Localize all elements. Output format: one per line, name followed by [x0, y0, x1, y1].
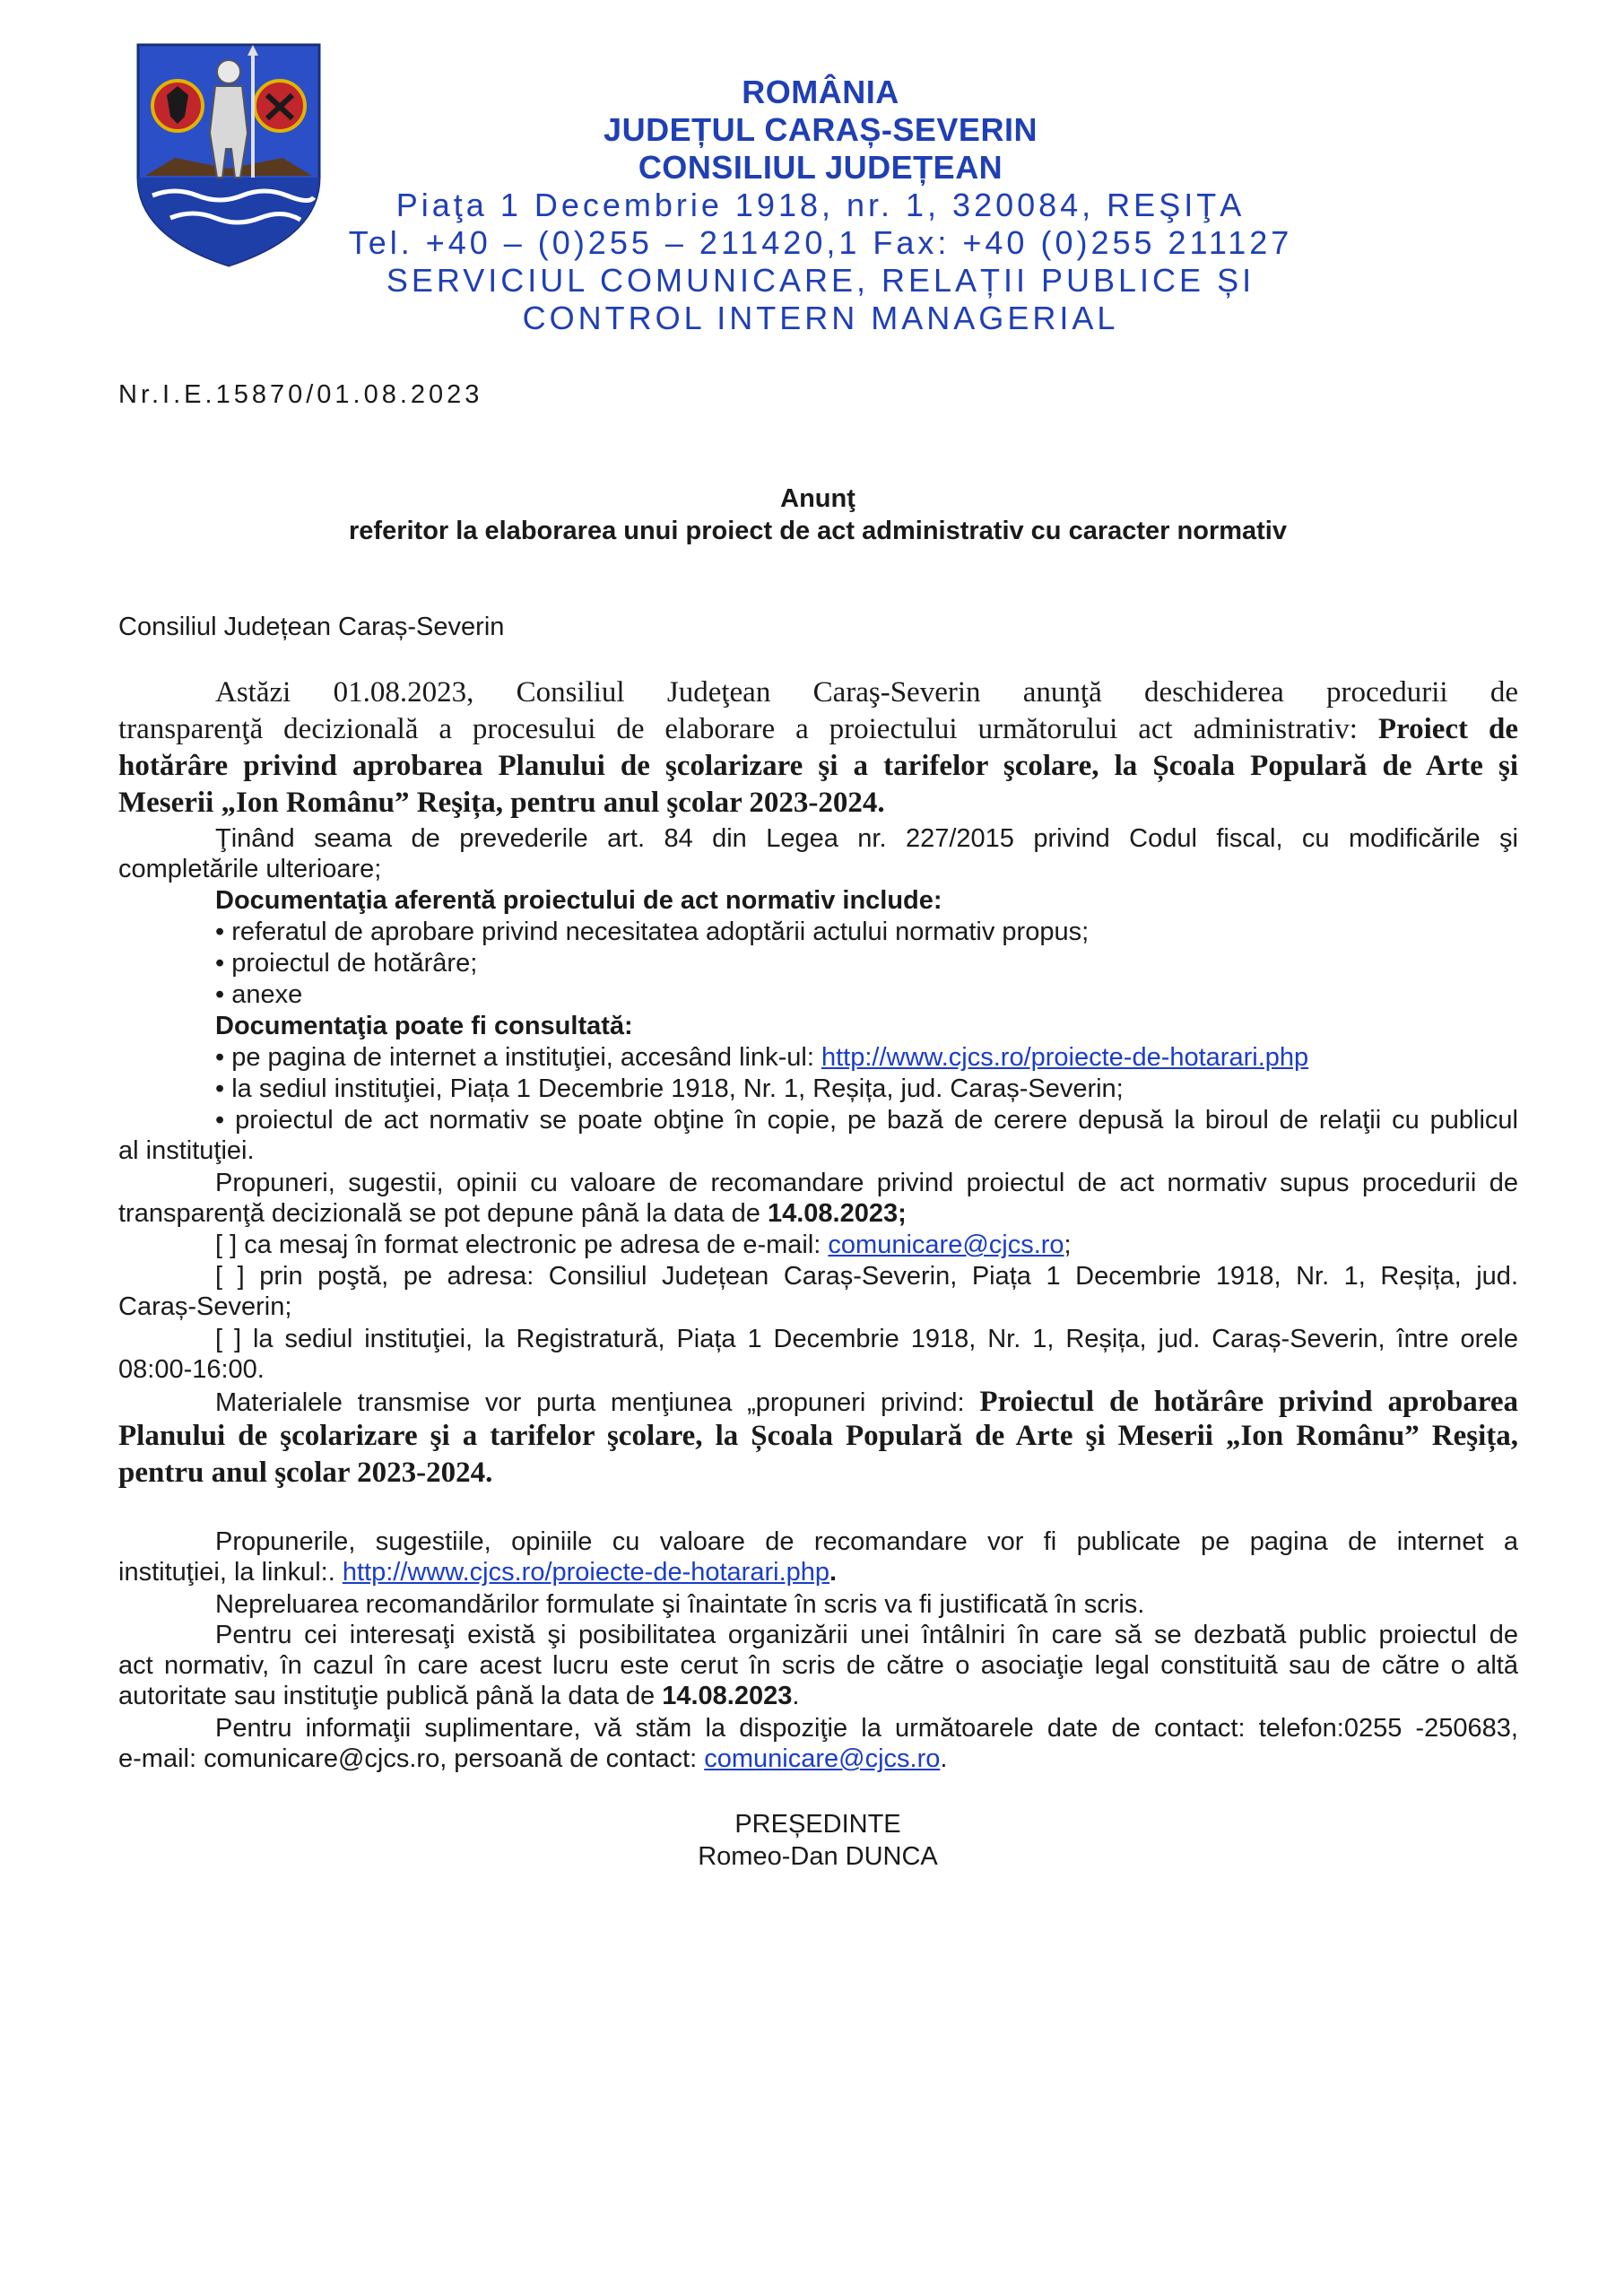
list-item: • la sediul instituţiei, Piața 1 Decembrie 1918, Nr. 1, Reșița, jud. Caraș-Severin;	[215, 1074, 1124, 1103]
intro-line: Meserii „Ion Românu” Reşița, pentru anul şcolar 2023-2024.	[118, 787, 885, 819]
body-line: Materialele transmise vor purta menţiunea „propuneri privind: Proiectul de hotărâre privind aprobarea	[215, 1386, 1518, 1418]
body-line: instituţiei, la linkul:. http://www.cjcs.ro/proiecte-de-hotarari.php.	[118, 1558, 838, 1587]
council-address: Piaţa 1 Decembrie 1918, nr. 1, 320084, REŞIŢA	[395, 187, 1246, 223]
body-line: al instituţiei.	[118, 1136, 255, 1165]
documentation-heading: Documentaţia aferentă proiectului de act normativ include:	[215, 886, 942, 915]
addressee: Consiliul Județean Caraș-Severin	[118, 613, 505, 641]
intro-line: transparenţă decizională a procesului de elaborare a proiectului următorului act administrativ: Proiect de	[118, 713, 1518, 745]
body-line: Planului de şcolarizare şi a tarifelor şcolare, la Școala Populară de Arte şi Meserii „Ion Românu” Reşița,	[118, 1420, 1518, 1452]
council-name: CONSILIUL JUDEȚEAN	[638, 149, 1003, 186]
signature-name: Romeo-Dan DUNCA	[698, 1842, 938, 1871]
body-line: e-mail: comunicare@cjcs.ro, persoană de contact: comunicare@cjcs.ro.	[118, 1744, 948, 1773]
signature-role: PREȘEDINTE	[734, 1810, 901, 1839]
list-item: • referatul de aprobare privind necesitatea adoptării actului normativ propus;	[215, 918, 1090, 946]
service-name-line1: SERVICIUL COMUNICARE, RELAȚII PUBLICE ȘI	[386, 262, 1255, 299]
county-name: JUDEȚUL CARAȘ-SEVERIN	[604, 111, 1038, 148]
body-line: Pentru informaţii suplimentare, vă stăm la dispoziţie la următoarele date de contact: telefon:0255 -250683,	[215, 1714, 1518, 1743]
option-line: [ ] la sediul instituţiei, la Registratură, Piața 1 Decembrie 1918, Nr. 1, Reșița, jud. Caraș-Severin, între orele	[215, 1325, 1518, 1353]
consultation-heading: Documentaţia poate fi consultată:	[215, 1012, 633, 1040]
body-line: completările ulterioare;	[118, 855, 382, 883]
body-line: Pentru cei interesaţi există şi posibilitatea organizării unei întâlniri în care să se dezbată public proiectul de	[215, 1621, 1518, 1649]
body-line: 08:00-16:00.	[118, 1355, 265, 1384]
intro-line: hotărâre privind aprobarea Planului de şcolarizare şi a tarifelor şcolare, la Școala Populară de Arte şi	[118, 750, 1518, 782]
body-line: Ţinând seama de prevederile art. 84 din Legea nr. 227/2015 privind Codul fiscal, cu modificările şi	[215, 824, 1518, 853]
option-line: [ ] prin poştă, pe adresa: Consiliul Județean Caraș-Severin, Piața 1 Decembrie 1918, Nr. 1, Reșița, jud.	[215, 1262, 1518, 1291]
body-line: Propuneri, sugestii, opinii cu valoare de recomandare privind proiectul de act normativ supus procedurii de	[215, 1169, 1518, 1197]
body-line: pentru anul şcolar 2023-2024.	[118, 1457, 493, 1489]
list-item: • proiectul de act normativ se poate obţine în copie, pe bază de cerere depusă la biroul de relaţii cu publicul	[215, 1106, 1518, 1135]
list-item: • pe pagina de internet a instituţiei, accesând link-ul: http://www.cjcs.ro/proiecte-de-hotarari.php	[215, 1043, 1309, 1072]
announcement-title: Anunţ	[780, 484, 855, 513]
list-item: • proiectul de hotărâre;	[215, 949, 478, 978]
published-proposals-link[interactable]: http://www.cjcs.ro/proiecte-de-hotarari.php	[342, 1558, 830, 1587]
contact-email-link[interactable]: comunicare@cjcs.ro	[704, 1744, 941, 1773]
service-name-line2: CONTROL INTERN MANAGERIAL	[522, 300, 1119, 336]
council-phone: Tel. +40 – (0)255 – 211420,1 Fax: +40 (0)255 211127	[348, 224, 1293, 261]
announcement-subtitle: referitor la elaborarea unui proiect de act administrativ cu caracter normativ	[349, 517, 1287, 545]
county-coat-of-arms-icon	[135, 43, 323, 267]
body-line: act normativ, în cazul în care acest lucru este cerut în scris de către o asociaţie legal constituită sau de către o altă	[118, 1651, 1518, 1680]
option-line: [ ] ca mesaj în format electronic pe adresa de e-mail: comunicare@cjcs.ro;	[215, 1231, 1072, 1259]
body-line: Propunerile, sugestiile, opiniile cu valoare de recomandare vor fi publicate pe pagina de internet a	[215, 1527, 1518, 1556]
country-name: ROMÂNIA	[742, 74, 899, 110]
intro-line: Astăzi 01.08.2023, Consiliul Judeţean Caraş-Severin anunţă deschiderea procedurii de	[215, 676, 1518, 709]
letterhead	[323, 74, 1318, 337]
list-item: • anexe	[215, 980, 303, 1009]
body-line: autoritate sau instituţie publică până la data de 14.08.2023.	[118, 1682, 800, 1710]
body-line: Caraș-Severin;	[118, 1292, 292, 1321]
body-line: transparenţă decizională se pot depune până la data de 14.08.2023;	[118, 1199, 907, 1228]
email-link[interactable]: comunicare@cjcs.ro	[828, 1231, 1064, 1259]
projects-link[interactable]: http://www.cjcs.ro/proiecte-de-hotarari.php	[821, 1043, 1309, 1072]
body-line: Nepreluarea recomandărilor formulate şi înaintate în scris va fi justificată în scris.	[215, 1590, 1145, 1619]
registration-number: Nr.I.E.15870/01.08.2023	[118, 380, 483, 409]
